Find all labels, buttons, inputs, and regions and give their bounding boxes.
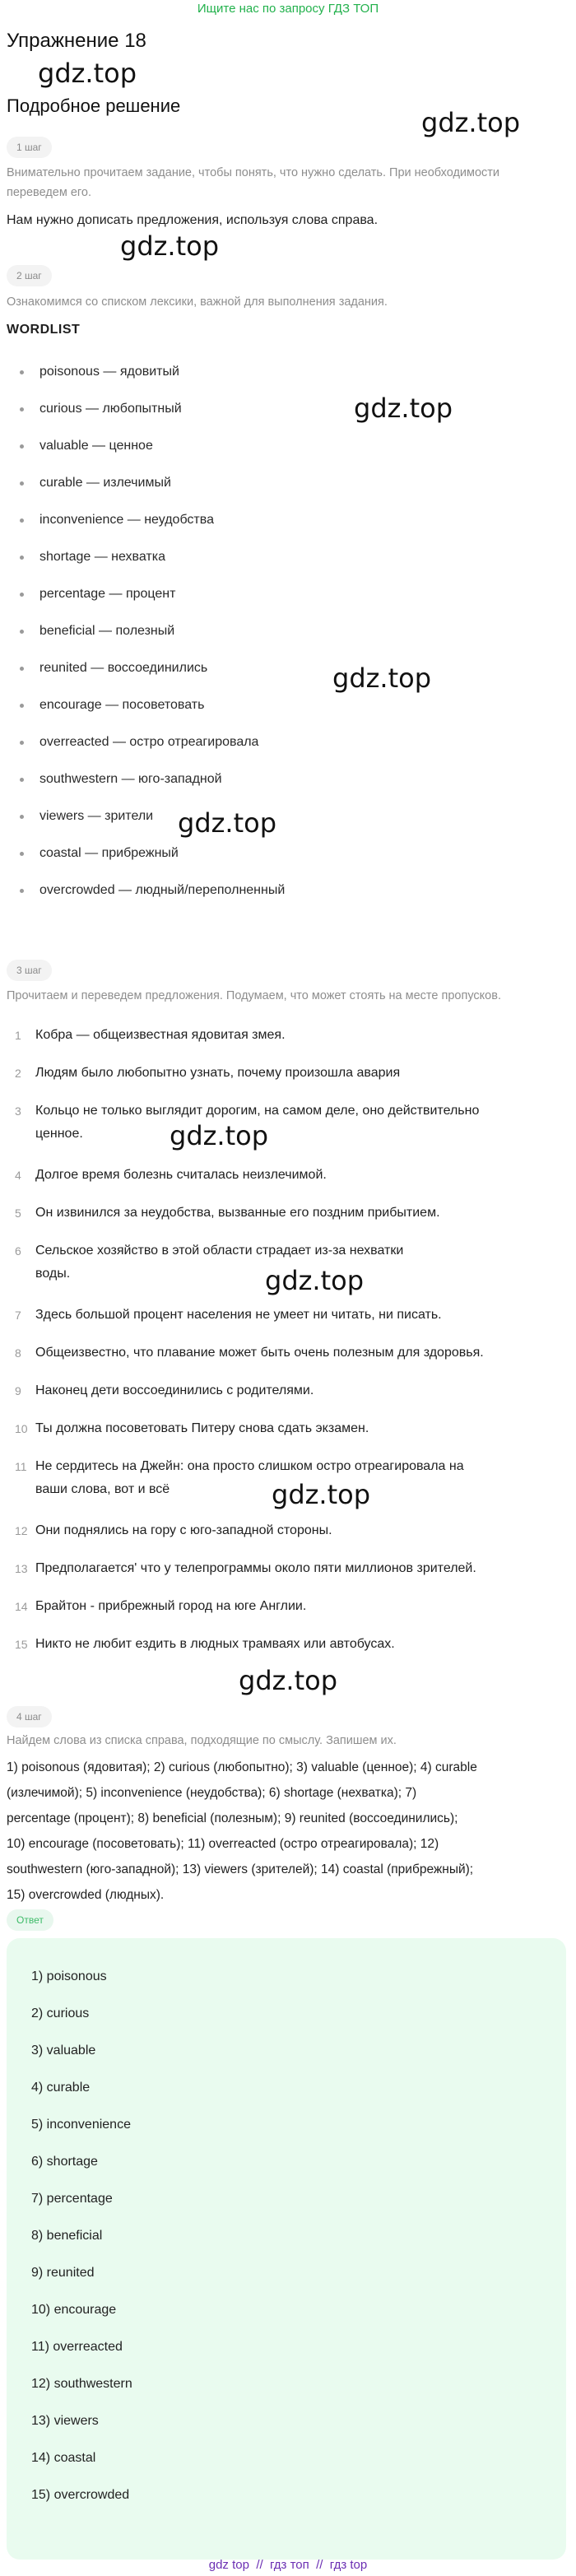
footer-link-gdz-top-mixed[interactable]: гдз top (329, 2558, 368, 2572)
sentence-number: 3 (15, 1104, 21, 1118)
sentence-number: 13 (15, 1562, 28, 1575)
sentence-number: 10 (15, 1422, 28, 1435)
bullet-icon (20, 815, 24, 819)
sentence-text (35, 1519, 562, 1542)
wordlist-item-text: curable — излечимый (39, 476, 171, 490)
sentence-line: воды. (35, 1267, 71, 1281)
answer-item: 15) overcrowded (31, 2488, 130, 2502)
step-4-answer-line: 15) overcrowded (людных). (7, 1888, 165, 1902)
top-banner[interactable]: Ищите нас по запросу ГДЗ ТОП (197, 2, 379, 16)
step-1-muted-line-1: Внимательно прочитаем задание, чтобы понять, что нужно сделать. При необходимости (7, 166, 500, 179)
answer-item: 10) encourage (31, 2303, 117, 2317)
sentence-line: Кольцо не только выглядит дорогим, на самом деле, оно действительно (35, 1104, 480, 1118)
sentence-number: 15 (15, 1638, 28, 1651)
answer-item: 4) curable (31, 2081, 91, 2095)
sentence-line: Сельское хозяйство в этой области страдает из-за нехватки (35, 1244, 404, 1258)
sentence-number: 5 (15, 1207, 21, 1220)
wordlist-item-text: reunited — воссоединились (39, 661, 208, 675)
answer-item: 5) inconvenience (31, 2118, 131, 2132)
watermark-text: gdz.top (38, 58, 137, 89)
watermark-text: gdz.top (265, 1265, 365, 1296)
sentence-line: ценное. (35, 1127, 83, 1141)
sentence-line: Они поднялись на гору с юго-западной стороны. (35, 1523, 332, 1537)
bullet-icon (20, 741, 24, 745)
sentence-line: Общеизвестно, что плавание может быть очень полезным для здоровья. (35, 1346, 484, 1360)
answer-chip: Ответ (7, 1909, 53, 1931)
step-1-chip: 1 шаг (7, 137, 52, 158)
wordlist-item-text: valuable — ценное (39, 439, 153, 453)
watermark-text: gdz.top (354, 393, 453, 424)
sentence-line: Брайтон - прибрежный город на юге Англии. (35, 1599, 307, 1613)
step-1-muted-line-2: переведем его. (7, 186, 91, 199)
answer-item: 2) curious (31, 2006, 90, 2020)
answer-item: 8) beneficial (31, 2229, 103, 2243)
sentence-text (35, 1164, 562, 1187)
sentence-line: Ты должна посоветовать Питеру снова сдать экзамен. (35, 1421, 369, 1435)
sentence-number: 1 (15, 1029, 21, 1042)
bullet-icon (20, 518, 24, 523)
answer-item: 3) valuable (31, 2044, 96, 2058)
answer-item: 1) poisonous (31, 1969, 107, 1983)
bullet-icon (20, 370, 24, 374)
step-4-answer-line: 10) encourage (посоветовать); 11) overreacted (остро отреагировала); 12) (7, 1837, 439, 1851)
sentence-text (35, 1633, 562, 1656)
sentence-line: Никто не любит ездить в людных трамваях или автобусах. (35, 1637, 395, 1651)
bullet-icon (20, 889, 24, 893)
sentence-number: 8 (15, 1346, 21, 1360)
bullet-icon (20, 556, 24, 560)
step-4-answer-line: southwestern (юго-западной); 13) viewers (зрителей); 14) coastal (прибрежный); (7, 1862, 474, 1876)
sentence-text (35, 1379, 562, 1402)
watermark-text: gdz.top (239, 1665, 338, 1696)
sentence-number: 14 (15, 1600, 28, 1613)
wordlist-title: WORDLIST (7, 323, 81, 337)
wordlist-item-text: beneficial — полезный (39, 624, 175, 638)
watermark-text: gdz.top (272, 1479, 371, 1510)
sentence-text (35, 1557, 562, 1580)
step-4-muted: Найдем слова из списка справа, подходящие по смыслу. Запишем их. (7, 1734, 397, 1747)
sentence-line: Кобра — общеизвестная ядовитая змея. (35, 1028, 286, 1042)
answer-item: 13) viewers (31, 2414, 99, 2428)
wordlist-item-text: curious — любопытный (39, 402, 182, 416)
footer-link-gdz-top-ru[interactable]: гдз топ (270, 2558, 309, 2572)
answer-item: 9) reunited (31, 2266, 95, 2280)
wordlist-item-text: southwestern — юго-западной (39, 772, 222, 786)
answer-item: 6) shortage (31, 2155, 98, 2169)
bullet-icon (20, 667, 24, 671)
footer-links (0, 2554, 576, 2576)
step-4-answer-line: 1) poisonous (ядовитая); 2) curious (любопытно); 3) valuable (ценное); 4) curable (7, 1760, 477, 1774)
sentence-text (35, 1100, 562, 1146)
footer-separator: // (316, 2558, 323, 2572)
answer-box (7, 1938, 566, 2560)
sentence-text (35, 1304, 562, 1327)
step-2-muted: Ознакомимся со списком лексики, важной для выполнения задания. (7, 295, 388, 309)
watermark-text: gdz.top (421, 107, 521, 138)
step-3-chip: 3 шаг (7, 960, 52, 981)
wordlist-item-text: encourage — посоветовать (39, 698, 205, 712)
wordlist-item-text: shortage — нехватка (39, 550, 165, 564)
exercise-title: Упражнение 18 (7, 30, 146, 52)
bullet-icon (20, 444, 24, 449)
sentence-text (35, 1062, 562, 1085)
sentence-line: Не сердитесь на Джейн: она просто слишком остро отреагировала на (35, 1459, 464, 1473)
wordlist-item-text: viewers — зрители (39, 809, 154, 823)
sentence-number: 9 (15, 1384, 21, 1397)
sentence-number: 12 (15, 1524, 28, 1537)
step-4-answer-line: percentage (процент); 8) beneficial (полезным); 9) reunited (воссоединились); (7, 1811, 458, 1825)
sentence-line: Долгое время болезнь считалась неизлечимой. (35, 1168, 327, 1182)
bullet-icon (20, 593, 24, 597)
sentence-number: 7 (15, 1309, 21, 1322)
section-title: Подробное решение (7, 95, 181, 116)
bullet-icon (20, 407, 24, 412)
answer-item: 12) southwestern (31, 2377, 132, 2391)
wordlist-item-text: percentage — процент (39, 587, 176, 601)
sentence-number: 11 (15, 1460, 27, 1473)
watermark-text: gdz.top (170, 1120, 269, 1151)
sentence-line: Здесь большой процент населения не умеет ни читать, ни писать. (35, 1308, 442, 1322)
sentence-text (35, 1202, 562, 1225)
bullet-icon (20, 778, 24, 782)
answer-item: 14) coastal (31, 2451, 96, 2465)
sentence-text (35, 1341, 562, 1365)
sentence-text (35, 1024, 562, 1047)
step-1-text: Нам нужно дописать предложения, используя слова справа. (7, 213, 379, 227)
sentence-text (35, 1417, 562, 1440)
step-4-chip: 4 шаг (7, 1706, 52, 1727)
answer-item: 7) percentage (31, 2192, 113, 2206)
bullet-icon (20, 704, 24, 708)
wordlist-item-text: overcrowded — людный/переполненный (39, 883, 286, 897)
sentence-line: Предполагается' что у телепрограммы около пяти миллионов зрителей. (35, 1561, 476, 1575)
wordlist-item-text: coastal — прибрежный (39, 846, 179, 860)
sentence-number: 6 (15, 1244, 21, 1258)
footer-separator: // (256, 2558, 263, 2572)
step-2-chip: 2 шаг (7, 265, 52, 286)
sentence-text (35, 1239, 562, 1286)
sentence-number: 2 (15, 1067, 21, 1080)
sentence-line: ваши слова, вот и всё (35, 1482, 170, 1496)
watermark-text: gdz.top (332, 663, 432, 694)
sentence-number: 4 (15, 1169, 21, 1182)
sentence-line: Он извинился за неудобства, вызванные его поздним прибытием. (35, 1206, 440, 1220)
bullet-icon (20, 630, 24, 634)
footer-link-gdz-top[interactable]: gdz top (208, 2558, 249, 2572)
step-4-answer-line: (излечимой); 5) inconvenience (неудобства); 6) shortage (нехватка); 7) (7, 1786, 417, 1800)
watermark-text: gdz.top (120, 230, 220, 262)
wordlist-item-text: overreacted — остро отреагировала (39, 735, 259, 749)
watermark-text: gdz.top (178, 807, 277, 839)
wordlist-item-text: inconvenience — неудобства (39, 513, 214, 527)
bullet-icon (20, 481, 24, 486)
bullet-icon (20, 852, 24, 856)
sentence-line: Людям было любопытно узнать, почему произошла авария (35, 1066, 401, 1080)
sentence-text (35, 1455, 562, 1501)
sentence-text (35, 1595, 562, 1618)
sentence-line: Наконец дети воссоединились с родителями. (35, 1383, 314, 1397)
wordlist-item-text: poisonous — ядовитый (39, 365, 179, 379)
answer-item: 11) overreacted (31, 2340, 123, 2354)
step-3-muted: Прочитаем и переведем предложения. Подумаем, что может стоять на месте пропусков. (7, 989, 501, 1002)
